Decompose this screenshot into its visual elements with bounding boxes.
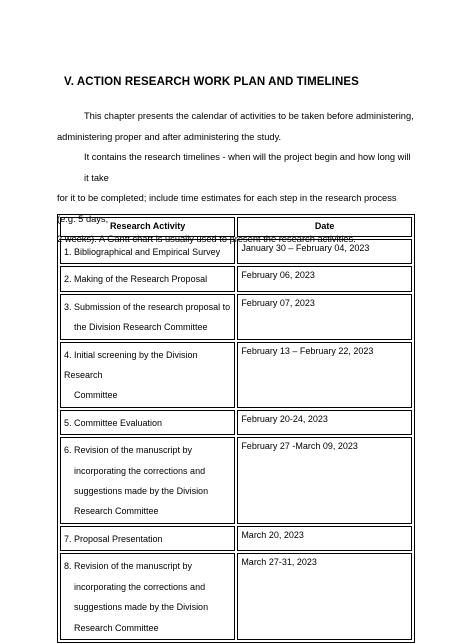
activity-cell <box>60 526 235 551</box>
table-row <box>60 553 412 640</box>
table-row <box>60 437 412 524</box>
date-cell: January 30 – February 04, 2023 <box>237 239 412 264</box>
activity-text: suggestions made by the Division <box>74 486 209 497</box>
table-row <box>60 266 412 291</box>
table-body <box>60 239 412 640</box>
activity-text: 2. Making of the Research Proposal <box>64 274 208 285</box>
activity-text: 6. Revision of the manuscript by <box>64 445 193 456</box>
activity-text: incorporating the corrections and <box>74 465 206 476</box>
activity-cell <box>60 266 235 291</box>
table-row <box>60 294 412 340</box>
intro-line-1: This chapter presents the calendar of activities to be taken before administering, <box>84 111 414 121</box>
intro-paragraph <box>57 106 417 147</box>
date-cell: February 06, 2023 <box>237 266 412 291</box>
activity-text: 8. Revision of the manuscript by <box>64 561 193 572</box>
date-cell: February 07, 2023 <box>237 294 412 340</box>
timeline-line-1: It contains the research timelines - when will the project begin and how long will it take <box>84 152 411 183</box>
table-row <box>60 526 412 551</box>
activity-text: Research Committee <box>74 506 159 517</box>
activity-cell <box>60 239 235 264</box>
section-heading: V. ACTION RESEARCH WORK PLAN AND TIMELINES <box>64 76 359 88</box>
header-research-activity: Research Activity <box>60 217 235 237</box>
date-cell: February 20-24, 2023 <box>237 410 412 435</box>
date-cell: February 13 – February 22, 2023 <box>237 342 412 408</box>
activity-cell <box>60 437 235 524</box>
intro-line-2: administering proper and after administering the study. <box>57 131 282 142</box>
date-cell: February 27 -March 09, 2023 <box>237 437 412 524</box>
activity-cell <box>60 342 235 408</box>
table-row <box>60 239 412 264</box>
activity-text: 4. Initial screening by the Division Research <box>64 349 198 381</box>
timeline-line-2: for it to be completed; include time estimates for each step in the research process (e.g. 5 days, <box>57 193 397 224</box>
date-cell: March 20, 2023 <box>237 526 412 551</box>
activity-cell <box>60 294 235 340</box>
table-header-row <box>60 217 412 237</box>
work-plan-table <box>57 214 415 643</box>
activity-text: 1. Bibliographical and Empirical Survey <box>64 247 221 257</box>
table-row <box>60 410 412 435</box>
activity-text: Committee <box>74 390 118 401</box>
activity-text: 5. Committee Evaluation <box>64 417 163 428</box>
activity-text: suggestions made by the Division <box>74 602 209 613</box>
activity-text: 3. Submission of the research proposal to <box>64 301 231 312</box>
activity-cell <box>60 553 235 640</box>
timeline-line-3: 2 weeks). A Gantt chart is usually used to present the research activities. <box>57 234 356 244</box>
activity-text: Research Committee <box>74 622 159 633</box>
table-row <box>60 342 412 408</box>
activity-text: 7. Proposal Presentation <box>64 533 163 544</box>
header-date: Date <box>237 217 412 237</box>
date-cell: March 27-31, 2023 <box>237 553 412 640</box>
activity-cell <box>60 410 235 435</box>
activity-text: the Division Research Committee <box>74 322 208 333</box>
activity-text: incorporating the corrections and <box>74 581 206 592</box>
